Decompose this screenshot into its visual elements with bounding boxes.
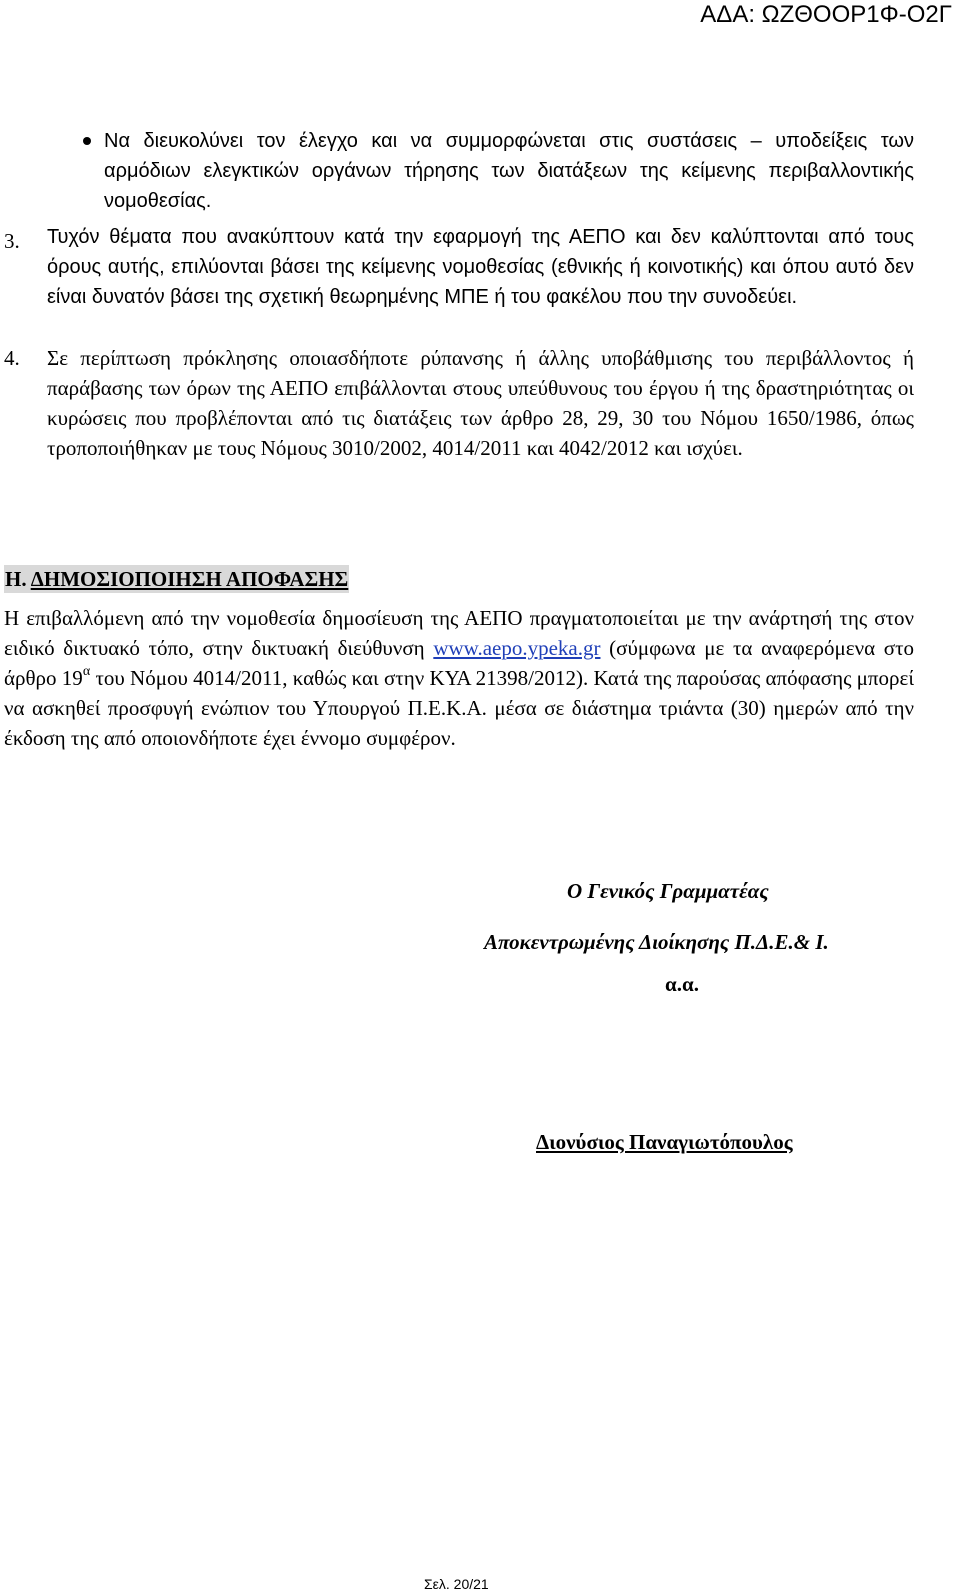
section-h-paragraph — [4, 603, 914, 753]
item-3-text: Τυχόν θέματα που ανακύπτουν κατά την εφαρμογή της ΑΕΠΟ και δεν καλύπτονται από τους όρους αυτής, επιλύονται βάσει της κείμενης νομοθεσίας (εθνικής ή κοινοτικής) και όπου αυτό δεν είναι δυνατόν βάσει της σχετική θεωρημένης ΜΠΕ ή του φακέλου που την συνοδεύει. — [47, 226, 914, 308]
signature-title: Ο Γενικός Γραμματέας — [567, 879, 769, 903]
page-number: Σελ. 20/21 — [424, 1576, 489, 1592]
aepo-link[interactable]: www.aepo.ypeka.gr — [433, 636, 601, 660]
item-3-number: 3. — [4, 229, 20, 253]
section-h-text-mid: (σύμφωνα με τα αναφερόμενα στο άρθρο 19 — [4, 636, 915, 690]
section-h-label: Η. — [5, 567, 27, 591]
bullet-icon — [83, 137, 91, 145]
bullet-item-text: Να διευκολύνει τον έλεγχο και να συμμορφώνεται στις συστάσεις – υποδείξεις των αρμόδιων ελεγκτικών οργάνων τήρησης των διατάξεων της κείμενης περιβαλλοντικής νομοθεσίας. — [104, 130, 914, 212]
section-h-text-start: Η επιβαλλόμενη από την νομοθεσία δημοσίευση της ΑΕΠΟ πραγματοποιείται με την ανάρτησή της στον ειδικό δικτυακό τόπο, στην δικτυακή διεύθυνση — [4, 606, 914, 660]
signature-aa: α.α. — [665, 972, 699, 996]
signatory-name: Διονύσιος Παναγιωτόπουλος — [536, 1130, 793, 1154]
item-4-text: Σε περίπτωση πρόκλησης οποιασδήποτε ρύπανσης ή άλλης υποβάθμισης του περιβάλλοντος ή παράβασης των όρων της ΑΕΠΟ επιβάλλονται στους υπεύθυνους του έργου ή της δραστηριότητας οι κυρώσεις που προβλέπονται από τις διατάξεις των άρθρο 28, 29, 30 του Νόμου 1650/1986, όπως τροποποιήθηκαν με τους Νόμους 3010/2002, 4014/2011 και 4042/2012 και ισχύει. — [47, 346, 914, 460]
section-h-heading — [4, 565, 349, 593]
signature-authority: Αποκεντρωμένης Διοίκησης Π.Δ.Ε.& Ι. — [484, 930, 829, 954]
ada-code: ΑΔΑ: ΩΖΘΟΟΡ1Φ-Ο2Γ — [700, 1, 952, 28]
superscript-alpha: α — [82, 664, 91, 679]
section-h-title: ΔΗΜΟΣΙΟΠΟΙΗΣΗ ΑΠΟΦΑΣΗΣ — [30, 567, 349, 591]
item-4-number: 4. — [4, 346, 20, 370]
section-h-text-end: του Νόμου 4014/2011, καθώς και στην ΚΥΑ 21398/2012). Κατά της παρούσας απόφασης μπορεί να ασκηθεί προσφυγή ενώπιον του Υπουργού Π.Ε.Κ.Α. μέσα σε διάστημα τριάντα (30) ημερών από την έκδοση της από οποιονδήποτε έχει έννομο συμφέρον. — [4, 666, 914, 750]
